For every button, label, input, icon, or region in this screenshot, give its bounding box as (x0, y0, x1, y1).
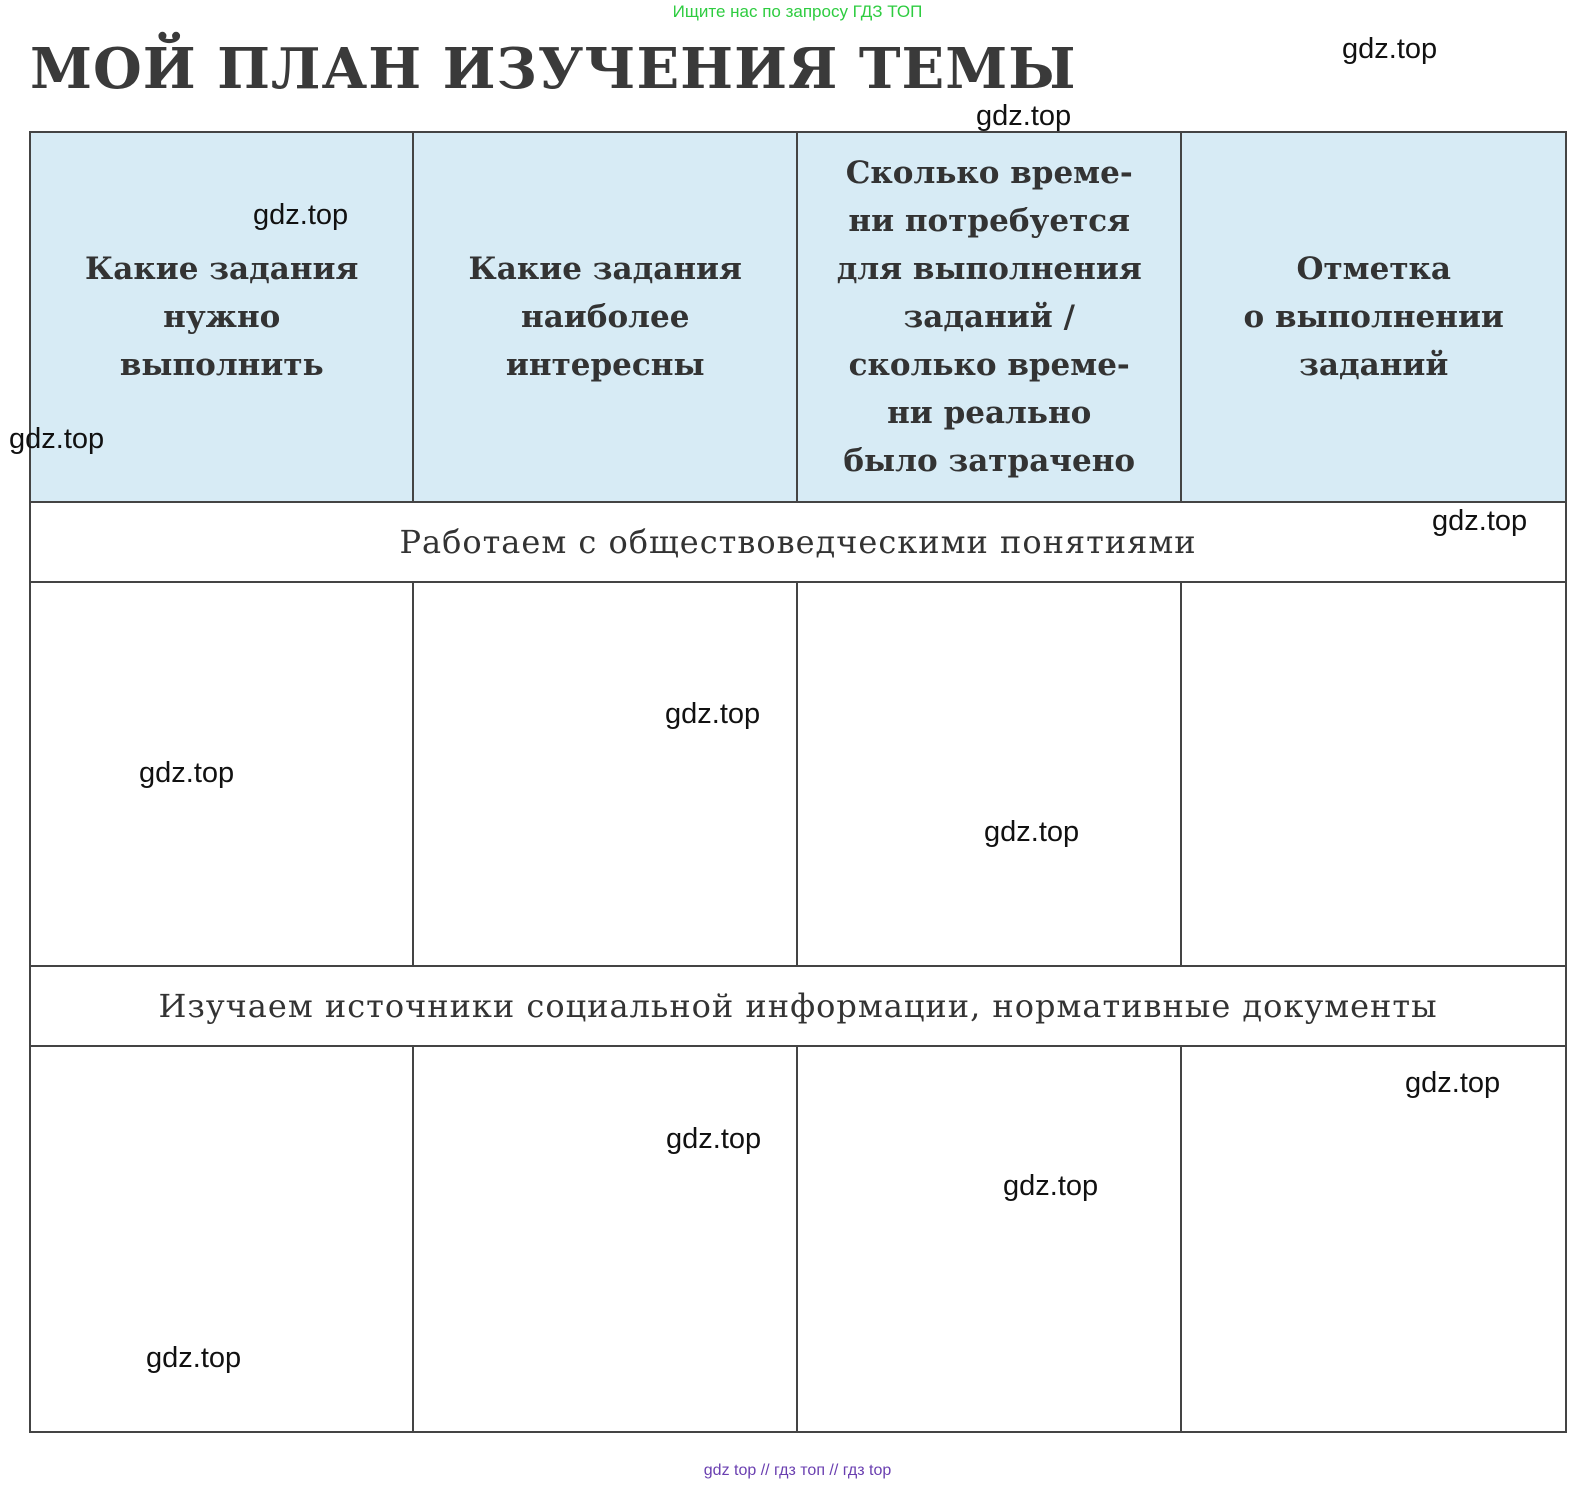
header-tasks-to-do: Какие задания нужно выполнить (30, 132, 413, 502)
study-plan-table (29, 131, 1567, 1433)
bottom-banner: gdz top // гдз топ // гдз top (703, 1462, 892, 1479)
table-cell[interactable] (797, 1046, 1182, 1432)
watermark: gdz.top (139, 757, 235, 789)
header-row (30, 132, 1566, 502)
watermark: gdz.top (976, 100, 1072, 132)
table-cell[interactable] (1181, 582, 1566, 966)
table-cell[interactable] (797, 582, 1182, 966)
top-banner: Ищите нас по запросу ГДЗ ТОП (672, 2, 923, 21)
header-interesting-tasks: Какие задания наиболее интересны (413, 132, 796, 502)
watermark: gdz.top (1405, 1067, 1501, 1099)
page-title: МОЙ ПЛАН ИЗУЧЕНИЯ ТЕМЫ (30, 36, 1077, 102)
section-title-sources: Изучаем источники социальной информации, нормативные документы (30, 966, 1566, 1046)
header-completion-mark: Отметка о выполнении заданий (1181, 132, 1566, 502)
watermark: gdz.top (1432, 505, 1528, 537)
watermark: gdz.top (9, 423, 105, 455)
watermark: gdz.top (1342, 33, 1438, 65)
watermark: gdz.top (253, 199, 349, 231)
watermark: gdz.top (1003, 1170, 1099, 1202)
header-time-needed: Сколько време- ни потребуется для выполнения заданий / сколько време- ни реально было затрачено (797, 132, 1182, 502)
table-row (30, 1046, 1566, 1432)
watermark: gdz.top (666, 1123, 762, 1155)
table-cell[interactable] (413, 582, 796, 966)
section-row (30, 966, 1566, 1046)
table-row (30, 582, 1566, 966)
section-row (30, 502, 1566, 582)
watermark: gdz.top (146, 1342, 242, 1374)
section-title-concepts: Работаем с обществоведческими понятиями (30, 502, 1566, 582)
table-cell[interactable] (413, 1046, 796, 1432)
table-cell[interactable] (1181, 1046, 1566, 1432)
watermark: gdz.top (665, 698, 761, 730)
watermark: gdz.top (984, 816, 1080, 848)
